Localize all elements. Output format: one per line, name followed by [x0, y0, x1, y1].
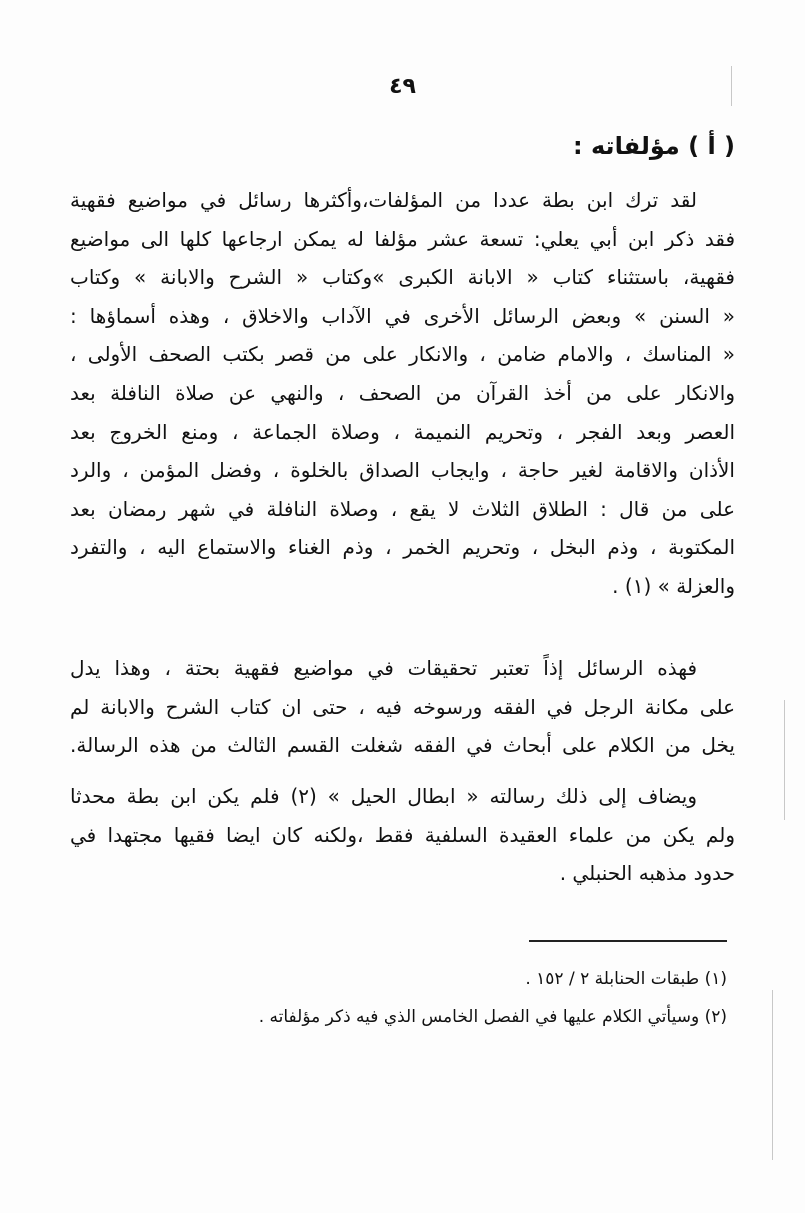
text-line: على مكانة الرجل في الفقه ورسوخه فيه ، حتى ان كتاب الشرح والابانة لم — [70, 694, 735, 719]
text-line: على من قال : الطلاق الثلاث لا يقع ، وصلاة النافلة في شهر رمضان بعد — [70, 496, 735, 521]
page-number: ٤٩ — [389, 74, 416, 99]
text-line: فهذه الرسائل إذاً تعتبر تحقيقات في مواضيع فقهية بحتة ، وهذا يدل — [70, 656, 697, 680]
text-line: « السنن » وبعض الرسائل الأخرى في الآداب والاخلاق ، وهذه أسماؤها : — [70, 303, 735, 328]
text-line: فقد ذكر ابن أبي يعلي: تسعة عشر مؤلفا له يمكن ارجاعها كلها الى مواضيع — [70, 226, 735, 251]
text-line: والانكار على من أخذ القرآن من الصحف ، والنهي عن صلاة النافلة بعد — [70, 380, 735, 405]
scan-edge-mark — [784, 700, 785, 820]
text-line: حدود مذهبه الحنبلي . — [559, 861, 735, 886]
text-line: يخل من الكلام على أبحاث في الفقه شغلت القسم الثالث من هذه الرسالة. — [70, 733, 735, 758]
footnote-divider — [529, 940, 727, 942]
text-line: المكتوبة ، وذم البخل ، وتحريم الخمر ، وذم الغناء والاستماع اليه ، والتفرد — [70, 535, 735, 560]
text-line: لقد ترك ابن بطة عددا من المؤلفات،وأكثرها رسائل في مواضيع فقهية — [70, 188, 697, 212]
paragraph-fiqh-significance — [70, 649, 735, 765]
footnote-1: (١) طبقات الحنابلة ٢ / ١٥٢ . — [525, 969, 727, 989]
text-line: ويضاف إلى ذلك رسالته « ابطال الحيل » (٢) فلم يكن ابن بطة محدثا — [70, 784, 697, 808]
footnote-2: (٢) وسيأتي الكلام عليها في الفصل الخامس الذي فيه ذكر مؤلفاته . — [258, 1007, 727, 1027]
text-line: فقهية، باستثناء كتاب « الابانة الكبرى »وكتاب « الشرح والابانة » وكتاب — [70, 265, 735, 290]
text-line: العصر وبعد الفجر ، وتحريم النميمة ، وصلاة الجماعة ، ومنع الخروج بعد — [70, 419, 735, 444]
text-line: الأذان والاقامة لغير حاجة ، وايجاب الصداق بالخلوة ، وفضل المؤمن ، والرد — [70, 458, 735, 483]
paragraph-ibtal-al-hiyal — [70, 777, 735, 893]
text-line: والعزلة » (١) . — [612, 573, 735, 598]
section-heading: ( أ ) مؤلفاته : — [573, 132, 735, 160]
text-line: « المناسك ، والامام ضامن ، والانكار على من قصر بكتب الصحف الأولى ، — [70, 342, 735, 367]
scan-edge-mark — [772, 990, 773, 1160]
text-line: ولم يكن من علماء العقيدة السلفية فقط ،ولكنه كان ايضا فقيها مجتهدا في — [70, 822, 735, 847]
paragraph-works-list — [70, 181, 735, 606]
footnotes — [67, 960, 727, 1036]
